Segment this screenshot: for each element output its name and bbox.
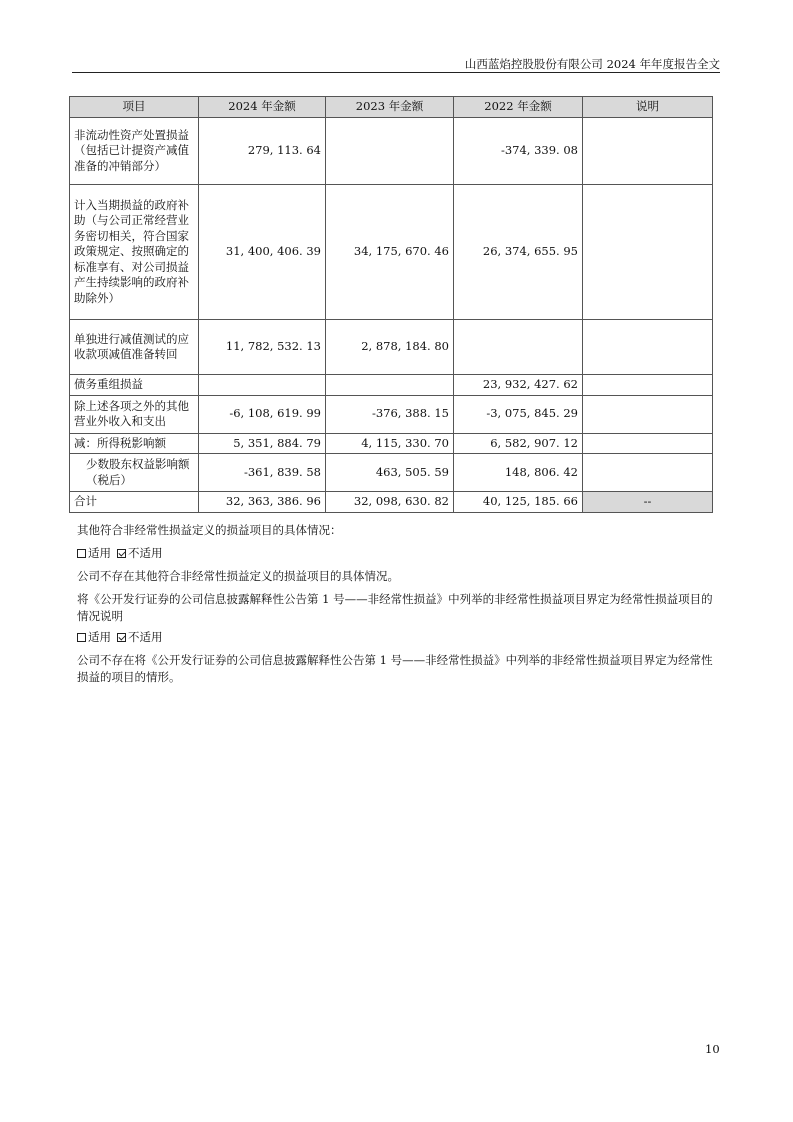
- header-2023: 2023 年金额: [326, 97, 454, 118]
- cell-2023: [326, 118, 454, 185]
- header-note: 说明: [583, 97, 713, 118]
- cell-note: --: [583, 492, 713, 513]
- cell-2023: 4, 115, 330. 70: [326, 433, 454, 454]
- page-number: 10: [705, 1042, 720, 1056]
- header-2022: 2022 年金额: [454, 97, 583, 118]
- option-applicable-label: 适用: [88, 630, 111, 644]
- cell-2022: [454, 320, 583, 375]
- cell-note: [583, 118, 713, 185]
- option-applicable-label: 适用: [88, 546, 111, 560]
- cell-2022: 6, 582, 907. 12: [454, 433, 583, 454]
- table-row: [70, 118, 713, 185]
- cell-2024: -361, 839. 58: [199, 454, 326, 492]
- row-item: 减：所得税影响额: [70, 433, 199, 454]
- table-header-row: [70, 97, 713, 118]
- header-item: 项目: [70, 97, 199, 118]
- unchecked-box-icon[interactable]: [77, 549, 86, 558]
- cell-note: [583, 320, 713, 375]
- cell-note: [583, 433, 713, 454]
- cell-2022: -374, 339. 08: [454, 118, 583, 185]
- cell-2023: 32, 098, 630. 82: [326, 492, 454, 513]
- row-item: 合计: [70, 492, 199, 513]
- cell-2024: 32, 363, 386. 96: [199, 492, 326, 513]
- table-row: [70, 454, 713, 492]
- cell-2024: [199, 375, 326, 396]
- non-recurring-items-table: [69, 96, 713, 513]
- table-row: [70, 375, 713, 396]
- table-row: [70, 433, 713, 454]
- checked-box-icon[interactable]: [117, 633, 126, 642]
- cell-2022: 26, 374, 655. 95: [454, 185, 583, 320]
- row-item: 除上述各项之外的其他营业外收入和支出: [70, 395, 199, 433]
- unchecked-box-icon[interactable]: [77, 633, 86, 642]
- table-row: [70, 320, 713, 375]
- table-row: [70, 395, 713, 433]
- cell-2023: 2, 878, 184. 80: [326, 320, 454, 375]
- section1-title: 其他符合非经常性损益定义的损益项目的具体情况：: [77, 523, 342, 537]
- cell-note: [583, 454, 713, 492]
- row-item: 债务重组损益: [70, 375, 199, 396]
- cell-note: [583, 375, 713, 396]
- cell-2024: 279, 113. 64: [199, 118, 326, 185]
- section1-options: [77, 545, 163, 562]
- section2-options: [77, 629, 163, 646]
- row-item: 单独进行减值测试的应收款项减值准备转回: [70, 320, 199, 375]
- cell-note: [583, 185, 713, 320]
- table-row-total: [70, 492, 713, 513]
- cell-2023: 463, 505. 59: [326, 454, 454, 492]
- section2-conclusion: 公司不存在将《公开发行证券的公司信息披露解释性公告第 1 号——非经常性损益》中列举的非经常性损益项目界定为经常性损益的项目的情形。: [77, 653, 713, 684]
- cell-2023: -376, 388. 15: [326, 395, 454, 433]
- cell-2024: 11, 782, 532. 13: [199, 320, 326, 375]
- section1-conclusion: 公司不存在其他符合非经常性损益定义的损益项目的具体情况。: [77, 569, 399, 583]
- option-not-applicable-label: 不适用: [128, 630, 163, 644]
- cell-note: [583, 395, 713, 433]
- report-title: 山西蓝焰控股股份有限公司 2024 年年度报告全文: [464, 57, 720, 71]
- row-item: 少数股东权益影响额（税后）: [70, 454, 199, 492]
- cell-2022: 148, 806. 42: [454, 454, 583, 492]
- header-2024: 2024 年金额: [199, 97, 326, 118]
- row-item: 计入当期损益的政府补助（与公司正常经营业务密切相关，符合国家政策规定、按照确定的标准享有、对公司损益产生持续影响的政府补助除外）: [70, 185, 199, 320]
- section2-title: 将《公开发行证券的公司信息披露解释性公告第 1 号——非经常性损益》中列举的非经常性损益项目界定为经常性损益项目的情况说明: [77, 592, 713, 623]
- cell-2023: [326, 375, 454, 396]
- table-row: [70, 185, 713, 320]
- cell-2024: -6, 108, 619. 99: [199, 395, 326, 433]
- page-header: [72, 52, 720, 73]
- checked-box-icon[interactable]: [117, 549, 126, 558]
- cell-2024: 31, 400, 406. 39: [199, 185, 326, 320]
- option-not-applicable-label: 不适用: [128, 546, 163, 560]
- row-item: 非流动性资产处置损益（包括已计提资产减值准备的冲销部分）: [70, 118, 199, 185]
- cell-2022: 40, 125, 185. 66: [454, 492, 583, 513]
- cell-2022: 23, 932, 427. 62: [454, 375, 583, 396]
- cell-2023: 34, 175, 670. 46: [326, 185, 454, 320]
- cell-2024: 5, 351, 884. 79: [199, 433, 326, 454]
- cell-2022: -3, 075, 845. 29: [454, 395, 583, 433]
